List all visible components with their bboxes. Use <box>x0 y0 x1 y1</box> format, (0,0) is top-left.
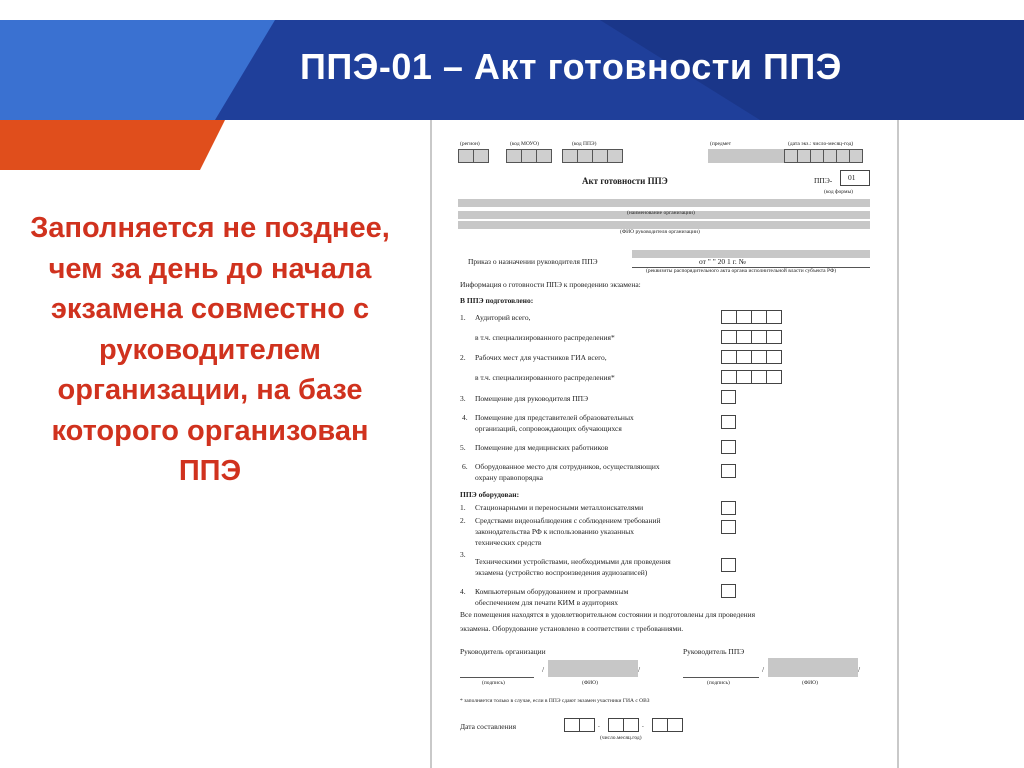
moou-code-cells <box>506 149 551 163</box>
equipped-item-3-line2: экзамена (устройство воспроизведения аудиозаписей) <box>475 568 648 577</box>
org-head-sign-caption: (подпись) <box>482 680 505 686</box>
prepared-item-3-checkbox <box>721 390 736 404</box>
equipped-item-3-line1: Техническими устройствами, необходимыми для проведения <box>475 557 671 566</box>
prepared-item-4-num: 4. <box>462 413 468 422</box>
subject-field <box>708 149 784 163</box>
prepared-item-1a: в т.ч. специализированного распределения* <box>475 333 615 342</box>
prepared-item-1: Аудиторий всего, <box>475 313 531 322</box>
equipped-item-1: Стационарными и переносными металлоискателями <box>475 503 644 512</box>
head-field <box>458 221 870 229</box>
slide-title: ППЭ-01 – Акт готовности ППЭ <box>300 46 842 87</box>
ppe-head-sign-caption: (подпись) <box>707 680 730 686</box>
region-code-cells <box>458 149 488 163</box>
equipped-item-4-line2: обеспечением для печати КИМ в аудиториях <box>475 598 618 607</box>
equipped-item-4-checkbox <box>721 584 736 598</box>
prepared-item-6-num: 6. <box>462 462 468 471</box>
ppe-code-cells <box>562 149 622 163</box>
org-head-label: Руководитель организации <box>460 647 546 656</box>
prepared-item-2a: в т.ч. специализированного распределения* <box>475 373 615 382</box>
equipped-item-4-num: 4. <box>460 587 466 596</box>
form-title: Акт готовности ППЭ <box>582 176 668 186</box>
ppe-head-fio-caption: (ФИО) <box>802 680 818 686</box>
header-moou-label: (код МОУО) <box>510 141 539 147</box>
equipped-item-2-line2: законодательства РФ к использованию указанных <box>475 527 635 536</box>
date-year-cells <box>652 718 682 732</box>
ppe-head-label: Руководитель ППЭ <box>683 647 745 656</box>
date-day-cells <box>564 718 594 732</box>
equipped-item-1-checkbox <box>721 501 736 515</box>
statement-line1: Все помещения находятся в удовлетворительном состоянии и подготовлены для проведения <box>460 610 756 619</box>
equipped-item-3-checkbox <box>721 558 736 572</box>
equipped-item-3-num: 3. <box>460 550 466 559</box>
org-head-fio-caption: (ФИО) <box>582 680 598 686</box>
prepared-item-2a-cells <box>721 370 781 384</box>
prepared-item-3: Помещение для руководителя ППЭ <box>475 394 589 403</box>
head-caption: (ФИО руководителя организации) <box>620 229 700 235</box>
prepared-item-2-cells <box>721 350 781 364</box>
prepared-item-1a-cells <box>721 330 781 344</box>
info-heading: Информация о готовности ППЭ к проведению экзамена: <box>460 280 641 289</box>
header-ppe-code-label: (код ППЭ) <box>572 141 597 147</box>
prepared-item-6-line1: Оборудованное место для сотрудников, осуществляющих <box>475 462 660 471</box>
prepared-item-2-num: 2. <box>460 353 466 362</box>
date-label: Дата составления <box>460 722 517 731</box>
prepared-item-1-num: 1. <box>460 313 466 322</box>
header-date-label: (дата экз.: число-месяц-год) <box>788 141 854 147</box>
prepared-item-6-checkbox <box>721 464 736 478</box>
prepared-item-5-checkbox <box>721 440 736 454</box>
ppe-head-fio-field <box>768 658 858 677</box>
prepared-item-4-line1: Помещение для представителей образовательных <box>475 413 634 422</box>
banner-orange-shape <box>0 120 225 170</box>
prepared-item-6-line2: охрану правопорядка <box>475 473 544 482</box>
prepared-heading: В ППЭ подготовлено: <box>460 296 534 305</box>
date-cells <box>784 149 862 163</box>
org-head-fio-field <box>548 660 638 677</box>
prepared-item-4-checkbox <box>721 415 736 429</box>
prepared-item-3-num: 3. <box>460 394 466 403</box>
order-caption: (реквизиты распорядительного акта органа исполнительной власти субъекта РФ) <box>646 268 837 274</box>
order-label: Приказ о назначении руководителя ППЭ <box>468 257 598 266</box>
date-month-cells <box>608 718 638 732</box>
prepared-item-2: Рабочих мест для участников ГИА всего, <box>475 353 607 362</box>
header-region-label: (регион) <box>460 141 480 147</box>
prepared-item-5: Помещение для медицинских работников <box>475 443 609 452</box>
form-code-prefix: ППЭ- <box>814 176 833 185</box>
equipped-item-2-line1: Средствами видеонаблюдения с соблюдением требований <box>475 516 661 525</box>
order-date: от " " 20 1 г. № <box>699 257 746 266</box>
equipped-item-2-checkbox <box>721 520 736 534</box>
order-field <box>632 250 870 258</box>
prepared-item-1-cells <box>721 310 781 324</box>
equipped-heading: ППЭ оборудован: <box>460 490 520 499</box>
footnote: * заполняется только в случае, если в ППЭ сдают экзамен участники ГИА с ОВЗ <box>460 698 650 704</box>
prepared-item-4-line2: организаций, сопровождающих обучающихся <box>475 424 622 433</box>
form-code-caption: (код формы) <box>824 189 853 195</box>
date-caption: (число.месяц.год) <box>600 735 642 741</box>
equipped-item-4-line1: Компьютерным оборудованием и программным <box>475 587 629 596</box>
statement-line2: экзамена. Оборудование установлено в соответствии с требованиями. <box>460 624 684 633</box>
org-field-1 <box>458 199 870 207</box>
prepared-item-5-num: 5. <box>460 443 466 452</box>
slide-description: Заполняется не позднее, чем за день до начала экзамена совместно с руководителем организации, на базе которого организован ППЭ <box>30 212 390 487</box>
header-subject-label: (предмет <box>710 141 732 147</box>
org-caption: (наименование организации) <box>627 210 695 216</box>
form-ppe-01: (регион) (код МОУО) (код ППЭ) (предмет (дата экз.: число-месяц-год) Акт готовности ППЭ ППЭ- 01 (код формы) (наименование организации) (ФИО руководителя организации) Приказ о назначении руководителя ППЭ от " " 20 1 г. № (реквизиты распорядительного акта органа исполнительной власти субъекта РФ) Информация о готовности ППЭ к проведению экзамена: В ППЭ подготовлено: 1. Аудиторий всего, в т.ч. специализированного распределения* 2. Рабочих мест для участников ГИА всего, в т.ч. специализированного распределения* 3. Помещение для руководителя ППЭ 4. Помещение для представителей образовательных организаций, сопровождающих обучающихся 5. Помещение для медицинских работников 6. Оборудованное место для сотрудников, осуществляющих охрану правопорядка ППЭ оборудован: 1. Стационарными и переносными металлоискателями 2. Средствами видеонаблюдения с соблюдением требований законодательства РФ к использованию указанных технических средств 3. Техническими устройствами, необходимыми для проведения экзамена (устройство воспроизведения аудиозаписей) 4. Компьютерным оборудованием и программным обеспечением для печати КИМ в аудиториях Все помещения находятся в удовлетворительном состоянии и подготовлены для проведения экзамена. Оборудование установлено в соответствии с требованиями. Руководитель организации Руководитель ППЭ / / (подпись) (ФИО) / / (подпись) (ФИО) * заполняется только в случае, если в ППЭ сдают экзамен участники ГИА с ОВЗ Дата составления . . (число.месяц.год) <box>432 120 897 768</box>
equipped-item-2-num: 2. <box>460 516 466 525</box>
equipped-item-2-line3: технических средств <box>475 538 542 547</box>
equipped-item-1-num: 1. <box>460 503 466 512</box>
form-code-number: 01 <box>848 173 856 182</box>
